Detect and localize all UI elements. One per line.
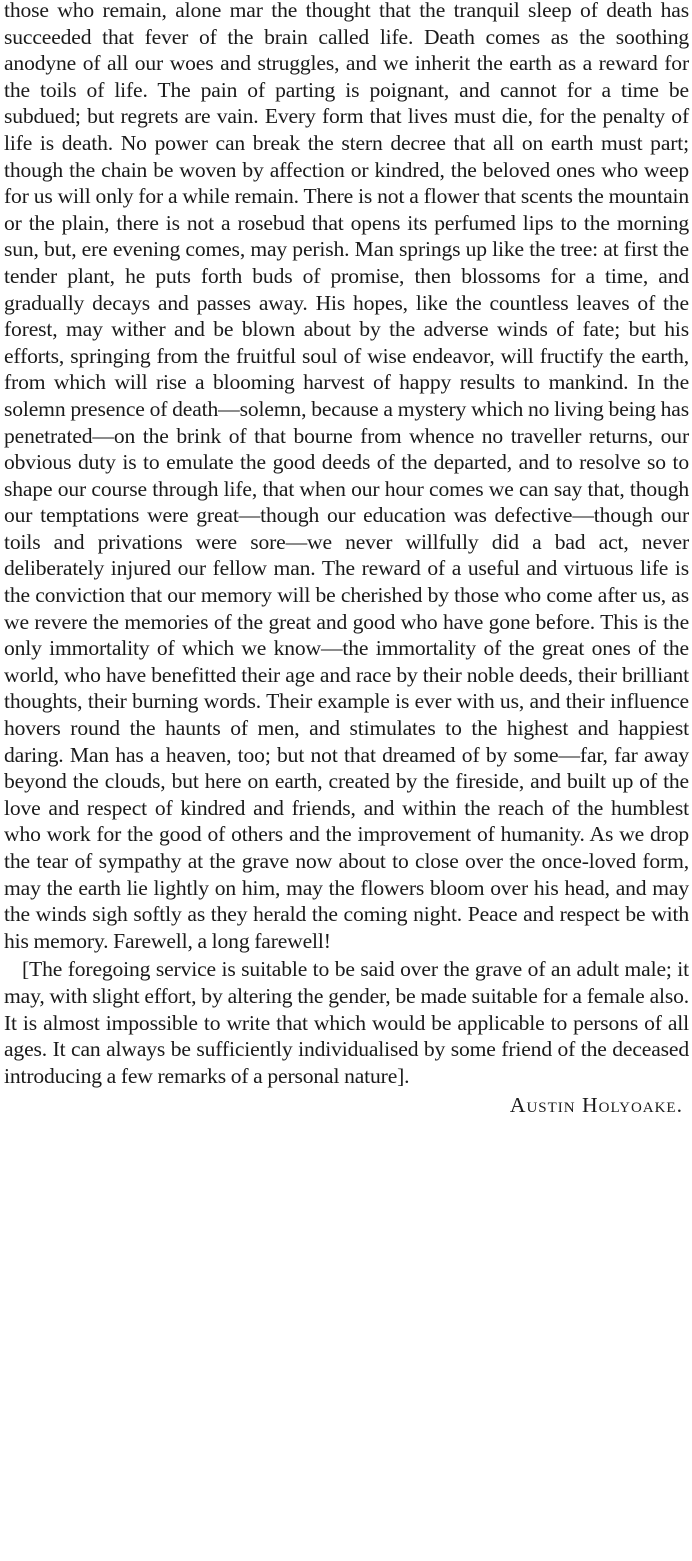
document-page <box>4 0 689 1119</box>
editorial-note: [The foregoing service is suitable to be said over the grave of an adult male; it may, with slight effort, by altering the gender, be made suitable for a female also. It is almost impossible to write that which would be applicable to persons of all ages. It can always be sufficiently individualised by some friend of the deceased introducing a few remarks of a personal nature]. <box>4 957 689 1088</box>
author-signature: Austin Holyoake. <box>509 1093 683 1118</box>
body-paragraph: those who remain, alone mar the thought that the tranquil sleep of death has succeeded that fever of the brain called life. Death comes as the soothing anodyne of all our woes and struggles, and we inherit the earth as a reward for the toils of life. The pain of parting is poignant, and cannot for a time be subdued; but regrets are vain. Every form that lives must die, for the penalty of life is death. No power can break the stern decree that all on earth must part; though the chain be woven by affection or kindred, the beloved ones who weep for us will only for a while remain. There is not a flower that scents the mountain or the plain, there is not a rosebud that opens its perfumed lips to the morning sun, but, ere evening comes, may perish. Man springs up like the tree: at first the tender plant, he puts forth buds of promise, then blossoms for a time, and gradually decays and passes away. His hopes, like the countless leaves of the forest, may wither and be blown about by the adverse winds of fate; but his efforts, springing from the fruitful soul of wise endeavor, will fructify the earth, from which will rise a blooming harvest of happy results to mankind. In the solemn presence of death—solemn, because a mystery which no living being has penetrated—on the brink of that bourne from whence no traveller returns, our obvious duty is to emulate the good deeds of the departed, and to resolve so to shape our course through life, that when our hour comes we can say that, though our temptations were great—though our education was defective—though our toils and privations were sore—we never willfully did a bad act, never deliberately injured our fellow man. The reward of a useful and virtuous life is the conviction that our memory will be cherished by those who come after us, as we revere the memories of the great and good who have gone before. This is the only immortality of which we know—the immortality of the great ones of the world, who have benefitted their age and race by their noble deeds, their brilliant thoughts, their burning words. Their example is ever with us, and their influence hovers round the haunts of men, and stimulates to the highest and happiest daring. Man has a heaven, too; but not that dreamed of by some—far, far away beyond the clouds, but here on earth, created by the fireside, and built up of the love and respect of kindred and friends, and within the reach of the humblest who work for the good of others and the improvement of humanity. As we drop the tear of sympathy at the grave now about to close over the once-loved form, may the earth lie lightly on him, may the flowers bloom over his head, and may the winds sigh softly as they herald the coming night. Peace and respect be with his memory. Farewell, a long farewell! <box>4 0 689 953</box>
